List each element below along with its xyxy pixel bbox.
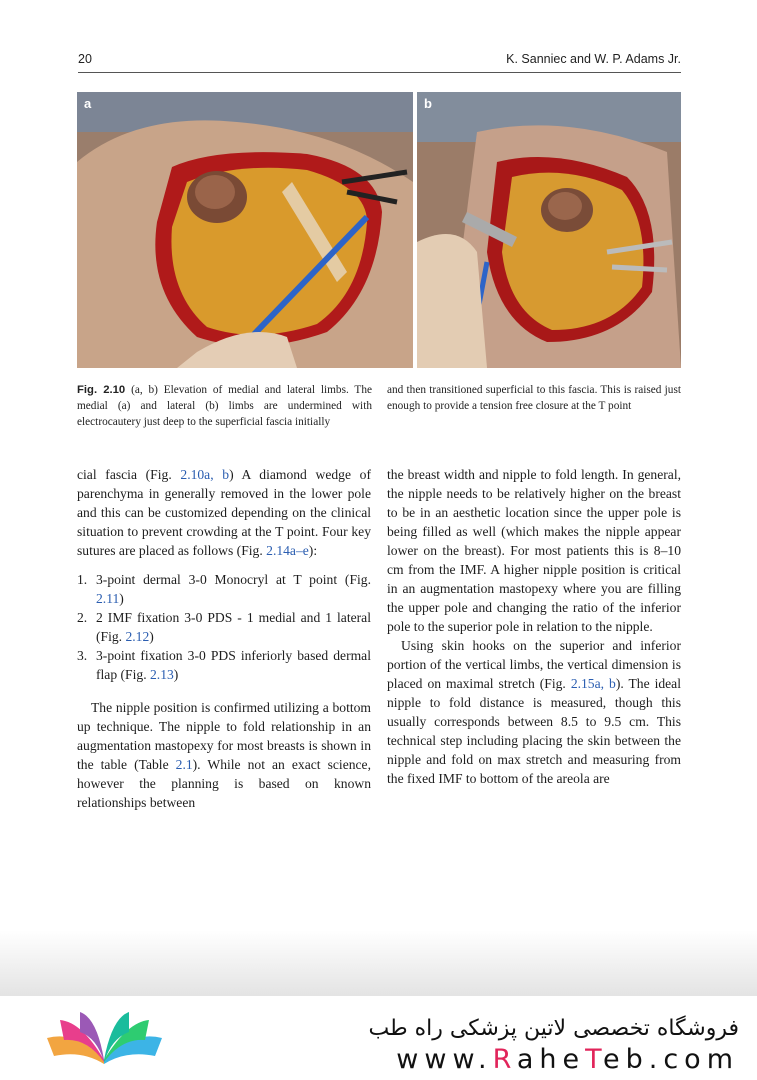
- text-run: ): [173, 667, 179, 682]
- list-item: [77, 570, 371, 608]
- list-item: [77, 608, 371, 646]
- text-run: 2 IMF fixation 3-0 PDS - 1 medial and 1 lateral (Fig.: [96, 610, 371, 644]
- text-run: ):: [308, 543, 318, 558]
- url-part: T: [585, 1044, 603, 1075]
- table-link[interactable]: 2.1: [175, 757, 193, 772]
- page-fade: [0, 930, 757, 1000]
- text-run: ): [119, 591, 124, 606]
- list-number: 3.: [77, 648, 88, 663]
- url-part: www.: [396, 1044, 493, 1075]
- url-part: R: [492, 1044, 517, 1075]
- paragraph: the breast width and nipple to fold length. In general, the nipple needs to be relatively higher on the breast to be in an aesthetic location since the upper pole is being filled as well (which makes the nipple appear lower on the breast). For most patients this is 8–10 cm from the IMF. A higher nipple position is critical in an augmentation mastopexy where you are filling the upper pole and changing the ratio of the inferior pole to the superior pole in relation to the nipple.: [387, 467, 681, 634]
- figure-link[interactable]: 2.10a, b: [180, 467, 230, 482]
- footer-store-title: فروشگاه تخصصی لاتین پزشکی راه طب: [368, 1016, 739, 1041]
- url-part: eb.com: [603, 1044, 739, 1075]
- panel-label-a: a: [84, 96, 92, 111]
- footer-url[interactable]: [396, 1044, 739, 1075]
- surgical-photo-a: [77, 92, 413, 368]
- caption-text-right: and then transitioned superficial to this fascia. This is raised just enough to provide a tension free closure at the T point: [387, 384, 681, 412]
- text-run: The nipple position is confirmed utilizing a bottom up technique. The nipple to fold relationship in an augmentation mastopexy for most breasts is shown in the table (Table: [77, 700, 371, 772]
- list-number: 2.: [77, 610, 88, 625]
- figure-link[interactable]: 2.12: [125, 629, 150, 644]
- surgical-photo-b: [417, 92, 681, 368]
- figure-link[interactable]: 2.15a, b: [570, 676, 616, 691]
- text-run: 3-point dermal 3-0 Monocryl at T point (Fig.: [96, 572, 371, 587]
- caption-text-left: (a, b) Elevation of medial and lateral limbs. The medial (a) and lateral (b) limbs are undermined with electrocautery just deep to the superficial fascia initially: [77, 384, 372, 428]
- figure-caption-left: [77, 383, 372, 430]
- text-run: ). While not an exact science, however the planning is based on known relationships between: [77, 757, 371, 810]
- list-item: [77, 646, 371, 684]
- paragraph: [387, 636, 681, 788]
- paragraph: [77, 465, 371, 560]
- header-rule: [78, 72, 681, 73]
- running-head-authors: K. Sanniec and W. P. Adams Jr.: [506, 52, 681, 66]
- text-run: ) A diamond wedge of parenchyma in generally removed in the lower pole and this can be customized depending on the clinical situation to prevent crowding at the T point. Four key sutures are placed as follows (Fig.: [77, 467, 371, 558]
- figure-panel-a: [77, 92, 413, 368]
- body-column-right: [387, 465, 681, 788]
- page-number: 20: [78, 52, 92, 66]
- figure-panel-b: [417, 92, 681, 368]
- caption-figure-ref: Fig. 2.10: [77, 384, 126, 396]
- text-run: ): [149, 629, 154, 644]
- panel-label-b: b: [424, 96, 432, 111]
- text-run: ). The ideal nipple to fold distance is measured, though this usually corresponds between 8.5 to 9.5 cm. This technical step including placing the skin between the nipple and fold on max stretch and measuring from the fixed IMF to bottom of the areola are: [387, 676, 681, 786]
- figure-link[interactable]: 2.11: [96, 591, 120, 606]
- list-number: 1.: [77, 572, 88, 587]
- url-part: ahe: [516, 1044, 586, 1075]
- suture-list: [77, 570, 371, 684]
- text-run: cial fascia (Fig.: [77, 467, 181, 482]
- text-run: 3-point fixation 3-0 PDS inferiorly based dermal flap (Fig.: [96, 648, 371, 682]
- figure-link[interactable]: 2.13: [150, 667, 174, 682]
- figure-link[interactable]: 2.14a–e: [266, 543, 309, 558]
- body-column-left: [77, 465, 371, 812]
- book-logo-icon: [42, 1010, 167, 1068]
- figure-caption-right: [387, 383, 681, 415]
- paragraph: [77, 698, 371, 812]
- text-run: Using skin hooks on the superior and inferior portion of the vertical limbs, the vertical dimension is placed on maximal stretch (Fig.: [387, 638, 681, 691]
